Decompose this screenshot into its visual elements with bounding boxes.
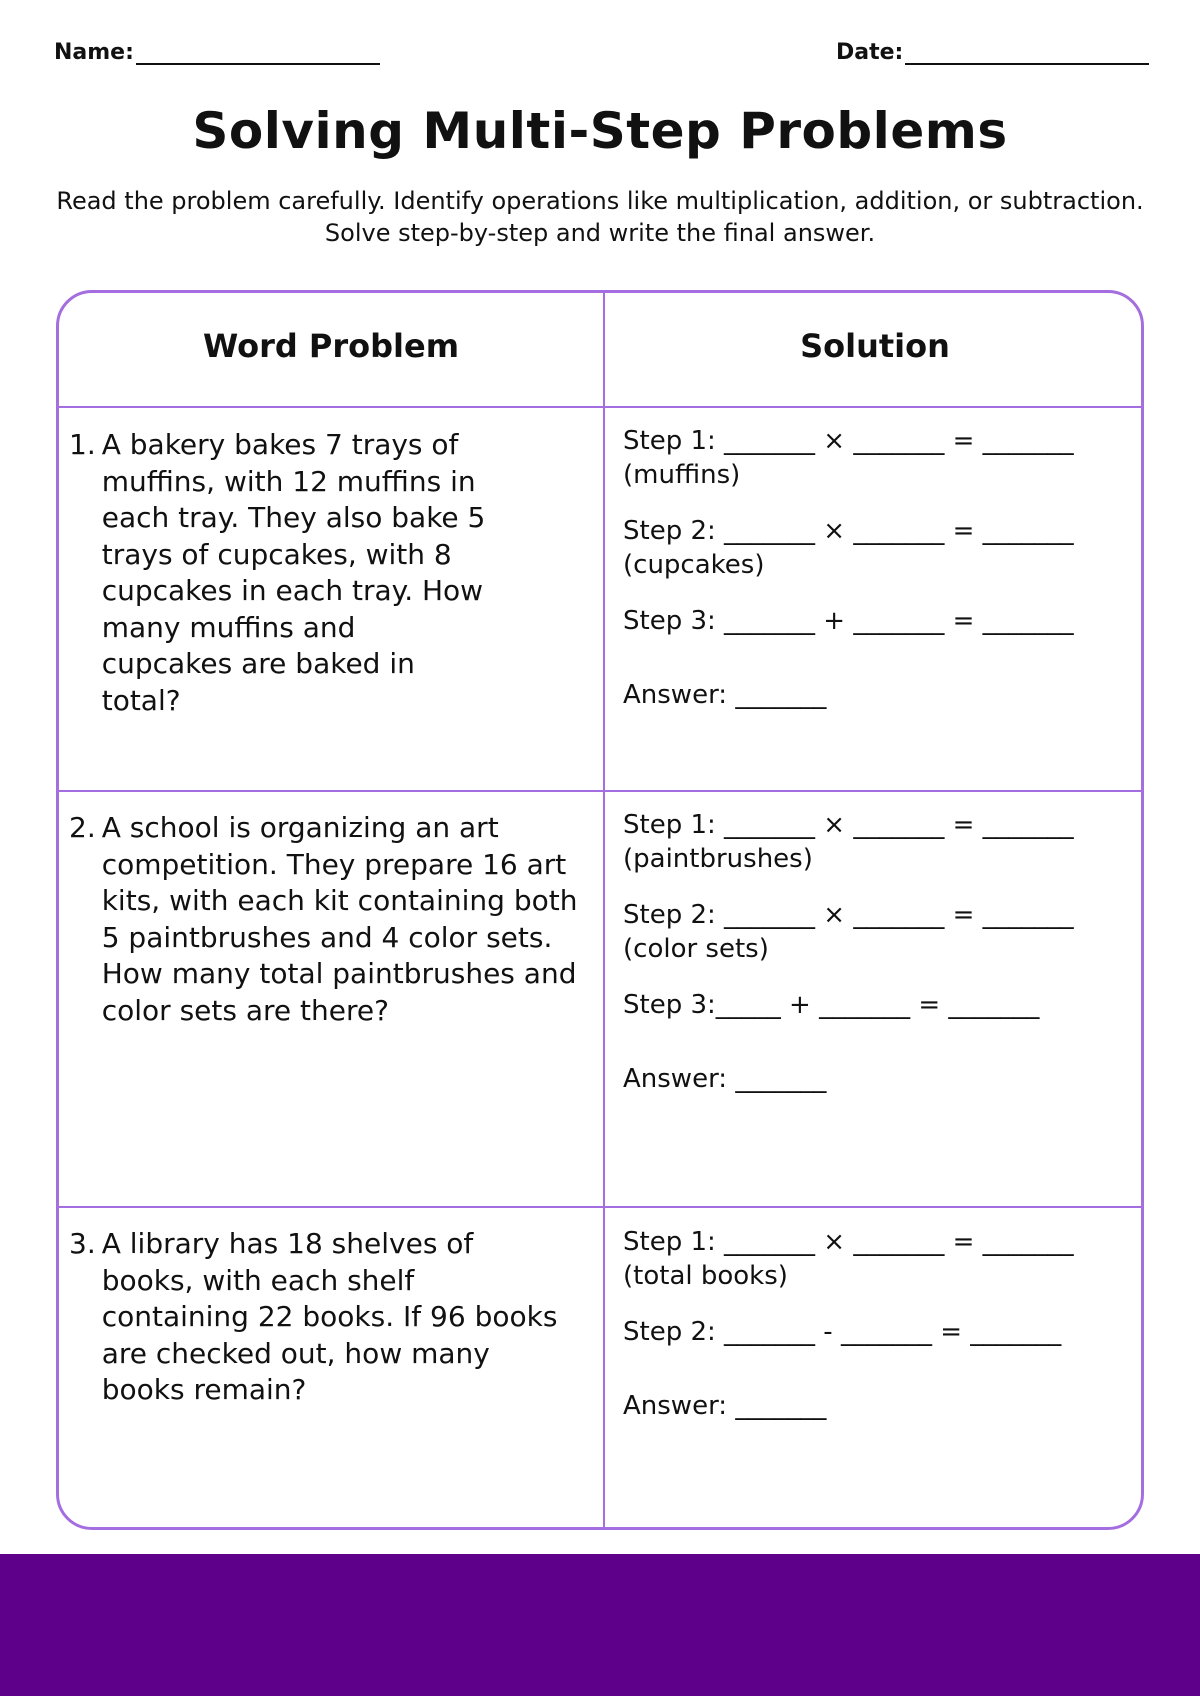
step-line: Step 3: _______ + _______ = _______ [623, 606, 1074, 636]
footer-bar [0, 1554, 1200, 1696]
answer-line[interactable]: Answer: _______ [623, 1391, 827, 1421]
step-2[interactable] [623, 1315, 1123, 1349]
date-label: Date: [836, 40, 904, 65]
problem-3 [69, 1226, 569, 1409]
step-3[interactable] [623, 604, 1123, 638]
step-3[interactable] [623, 988, 1123, 1022]
solution-2 [623, 808, 1123, 1096]
problem-number: 2. [69, 811, 96, 844]
solution-3 [623, 1225, 1123, 1423]
step-1[interactable] [623, 1225, 1123, 1293]
step-note: (cupcakes) [623, 550, 765, 580]
step-line: Step 2: _______ × _______ = _______ [623, 900, 1074, 930]
solution-1 [623, 424, 1123, 712]
step-line: Step 3:_____ + _______ = _______ [623, 990, 1040, 1020]
step-2[interactable] [623, 514, 1123, 582]
step-note: (total books) [623, 1261, 788, 1291]
step-1[interactable] [623, 808, 1123, 876]
step-line: Step 1: _______ × _______ = _______ [623, 810, 1074, 840]
worksheet-table [56, 290, 1144, 1530]
step-note: (paintbrushes) [623, 844, 813, 874]
problem-1 [69, 427, 489, 719]
problem-text: A bakery bakes 7 trays of muffins, with 12 muffins in each tray. They also bake 5 trays of cupcakes, with 8 cupcakes in each tray. How many muffins and cupcakes are baked in total? [101, 428, 486, 717]
page-title: Solving Multi-Step Problems [192, 102, 1008, 160]
row-divider [59, 1206, 1141, 1208]
row-divider [59, 406, 1141, 408]
step-note: (color sets) [623, 934, 769, 964]
problem-number: 1. [69, 428, 96, 461]
problem-text: A school is organizing an art competition. They prepare 16 art kits, with each kit containing both 5 paintbrushes and 4 color sets. How many total paintbrushes and color sets are there? [101, 811, 578, 1027]
name-field[interactable] [54, 40, 380, 65]
answer-line[interactable]: Answer: _______ [623, 680, 827, 710]
header-solution: Solution [800, 327, 950, 365]
step-note: (muffins) [623, 460, 741, 490]
step-2[interactable] [623, 898, 1123, 966]
header-word-problem: Word Problem [202, 327, 460, 365]
step-line: Step 1: _______ × _______ = _______ [623, 426, 1074, 456]
step-1[interactable] [623, 424, 1123, 492]
answer-line[interactable]: Answer: _______ [623, 1064, 827, 1094]
column-divider [603, 293, 605, 1527]
step-line: Step 2: _______ × _______ = _______ [623, 516, 1074, 546]
step-line: Step 2: _______ - _______ = _______ [623, 1317, 1062, 1347]
problem-number: 3. [69, 1227, 96, 1260]
instructions: Read the problem carefully. Identify operations like multiplication, addition, or subtraction. Solve step-by-step and write the final answer. [56, 187, 1144, 247]
problem-2 [69, 810, 589, 1029]
date-blank-line[interactable] [905, 41, 1149, 65]
step-line: Step 1: _______ × _______ = _______ [623, 1227, 1074, 1257]
row-divider [59, 790, 1141, 792]
problem-text: A library has 18 shelves of books, with each shelf containing 22 books. If 96 books are checked out, how many books remain? [101, 1227, 558, 1406]
date-field[interactable] [836, 40, 1149, 65]
name-blank-line[interactable] [136, 41, 380, 65]
name-label: Name: [54, 40, 134, 65]
